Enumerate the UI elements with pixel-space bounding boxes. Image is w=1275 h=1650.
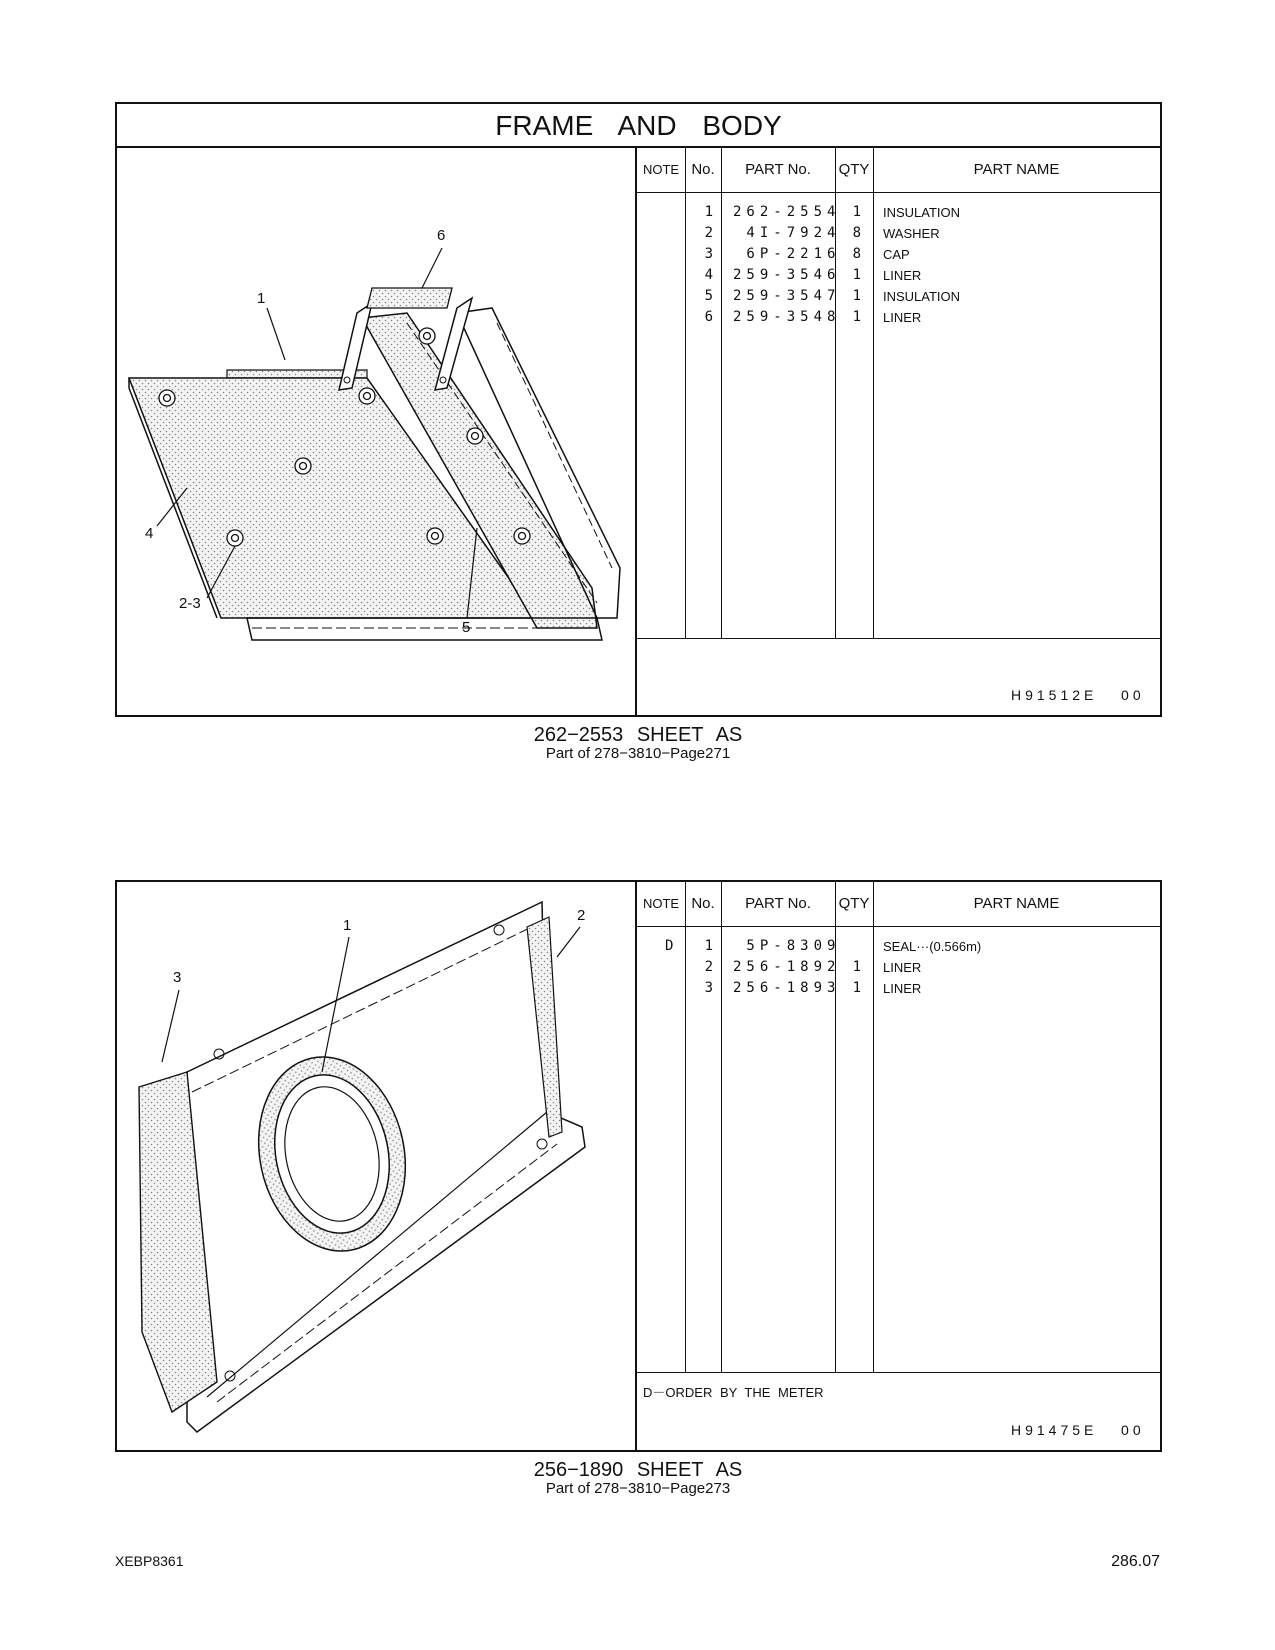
parts-table-1 bbox=[637, 148, 1160, 717]
header-part-no: PART No. bbox=[745, 895, 811, 912]
table-row bbox=[637, 307, 1160, 328]
header-qty: QTY bbox=[838, 895, 870, 912]
quantity: 8 bbox=[852, 246, 861, 262]
table-row bbox=[637, 202, 1160, 223]
callout-4: 4 bbox=[145, 525, 154, 542]
assembly-caption: 262−2553 SHEET AS bbox=[533, 724, 743, 746]
quantity: 8 bbox=[852, 225, 861, 241]
callout-2-3: 2-3 bbox=[179, 595, 201, 612]
callout-1: 1 bbox=[257, 290, 266, 307]
item-number: 2 bbox=[704, 959, 713, 975]
exploded-view-diagram-1 bbox=[117, 148, 635, 717]
page-number: 286.07 bbox=[1111, 1553, 1160, 1570]
header-qty: QTY bbox=[838, 161, 870, 178]
part-name: WASHER bbox=[883, 226, 940, 241]
assembly-subcaption: Part of 278−3810−Page271 bbox=[545, 745, 731, 762]
item-number: 3 bbox=[704, 980, 713, 996]
exploded-view-diagram-2 bbox=[117, 882, 635, 1450]
item-number: 3 bbox=[704, 246, 713, 262]
header-divider bbox=[637, 926, 1160, 927]
illustration-2 bbox=[117, 882, 637, 1450]
quantity: 1 bbox=[852, 267, 861, 283]
part-number: 259-3546 bbox=[733, 267, 841, 283]
quantity: 1 bbox=[852, 288, 861, 304]
order-note: D－ORDER BY THE METER bbox=[643, 1385, 824, 1400]
table-row bbox=[637, 223, 1160, 244]
assembly-caption: 256−1890 SHEET AS bbox=[533, 1459, 743, 1481]
footer-divider bbox=[637, 638, 1160, 639]
part-number: 6P-2216 bbox=[733, 246, 841, 262]
part-number: 262-2554 bbox=[733, 204, 841, 220]
illustration-code: H91512E 00 bbox=[1011, 687, 1145, 703]
note-code: D bbox=[665, 938, 674, 954]
header-note: NOTE bbox=[642, 162, 680, 177]
part-name: CAP bbox=[883, 247, 910, 262]
callout-3: 3 bbox=[173, 969, 182, 986]
table-row bbox=[637, 978, 1160, 999]
part-number: 259-3547 bbox=[733, 288, 841, 304]
part-number: 4I-7924 bbox=[733, 225, 841, 241]
quantity: 1 bbox=[852, 309, 861, 325]
part-number: 259-3548 bbox=[733, 309, 841, 325]
callout-2: 2 bbox=[577, 907, 586, 924]
table-row bbox=[637, 936, 1160, 957]
table-row bbox=[637, 244, 1160, 265]
parts-panel-2 bbox=[115, 880, 1162, 1452]
callout-6: 6 bbox=[437, 227, 446, 244]
item-number: 2 bbox=[704, 225, 713, 241]
part-number: 256-1893 bbox=[733, 980, 841, 996]
part-name: LINER bbox=[883, 310, 922, 325]
parts-table-2 bbox=[637, 882, 1160, 1450]
callout-1: 1 bbox=[343, 917, 352, 934]
table-row bbox=[637, 286, 1160, 307]
document-id: XEBP8361 bbox=[115, 1553, 184, 1569]
part-name: LINER bbox=[883, 981, 922, 996]
callout-5: 5 bbox=[462, 619, 471, 636]
item-number: 4 bbox=[704, 267, 713, 283]
part-number: 5P-8309 bbox=[733, 938, 841, 954]
header-part-no: PART No. bbox=[745, 161, 811, 178]
header-note: NOTE bbox=[642, 896, 680, 911]
item-number: 1 bbox=[704, 204, 713, 220]
part-number: 256-1892 bbox=[733, 959, 841, 975]
part-name: INSULATION bbox=[883, 205, 961, 220]
section-title: FRAME AND BODY bbox=[117, 104, 1160, 148]
illustration-1 bbox=[117, 148, 637, 717]
footer-divider bbox=[637, 1372, 1160, 1373]
table-row bbox=[637, 265, 1160, 286]
table-row bbox=[637, 957, 1160, 978]
header-divider bbox=[637, 192, 1160, 193]
header-no: No. bbox=[691, 161, 715, 178]
assembly-subcaption: Part of 278−3810−Page273 bbox=[545, 1480, 731, 1497]
item-number: 5 bbox=[704, 288, 713, 304]
part-name: LINER bbox=[883, 268, 922, 283]
quantity: 1 bbox=[852, 980, 861, 996]
part-name: SEAL···(0.566m) bbox=[883, 939, 982, 954]
item-number: 6 bbox=[704, 309, 713, 325]
header-part-name: PART NAME bbox=[973, 161, 1060, 178]
quantity: 1 bbox=[852, 959, 861, 975]
quantity: 1 bbox=[852, 204, 861, 220]
part-name: LINER bbox=[883, 960, 922, 975]
item-number: 1 bbox=[704, 938, 713, 954]
header-no: No. bbox=[691, 895, 715, 912]
parts-panel-1 bbox=[115, 102, 1162, 717]
part-name: INSULATION bbox=[883, 289, 961, 304]
header-part-name: PART NAME bbox=[973, 895, 1060, 912]
illustration-code: H91475E 00 bbox=[1011, 1422, 1145, 1438]
